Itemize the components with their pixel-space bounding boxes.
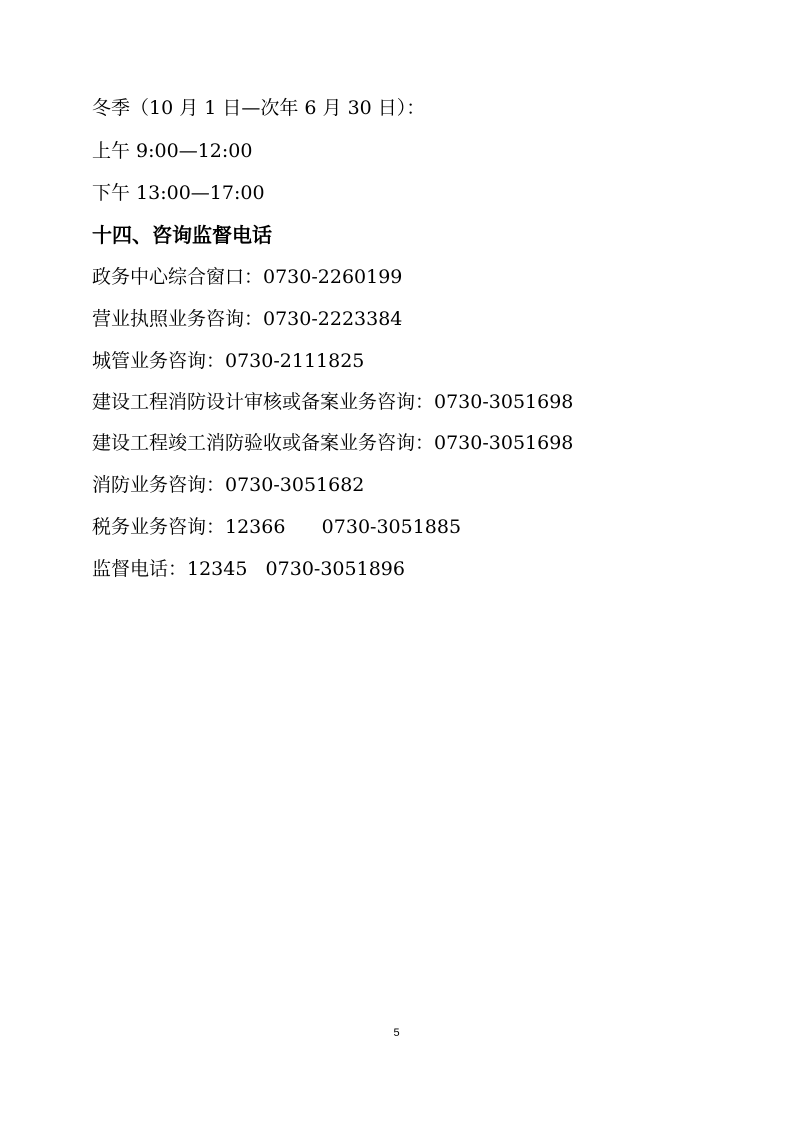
winter-hours-label: 冬季（10 月 1 日—次年 6 月 30 日）： — [92, 97, 426, 119]
contact-line: 营业执照业务咨询：0730-2223384 — [92, 308, 403, 330]
contact-line: 建设工程消防设计审核或备案业务咨询：0730-3051698 — [92, 391, 574, 413]
morning-hours: 上午 9:00—12:00 — [92, 140, 253, 162]
afternoon-hours: 下午 13:00—17:00 — [92, 182, 265, 204]
supervision-line: 监督电话：12345 0730-3051896 — [92, 558, 405, 580]
section-heading: 十四、咨询监督电话 — [92, 223, 272, 247]
contact-line: 消防业务咨询：0730-3051682 — [92, 474, 365, 496]
contact-line: 政务中心综合窗口：0730-2260199 — [92, 266, 403, 288]
contact-line: 城管业务咨询：0730-2111825 — [92, 350, 365, 372]
contact-line: 建设工程竣工消防验收或备案业务咨询：0730-3051698 — [92, 432, 574, 454]
page-number: 5 — [393, 1027, 400, 1039]
contact-line: 税务业务咨询：12366 0730-3051885 — [92, 516, 462, 538]
